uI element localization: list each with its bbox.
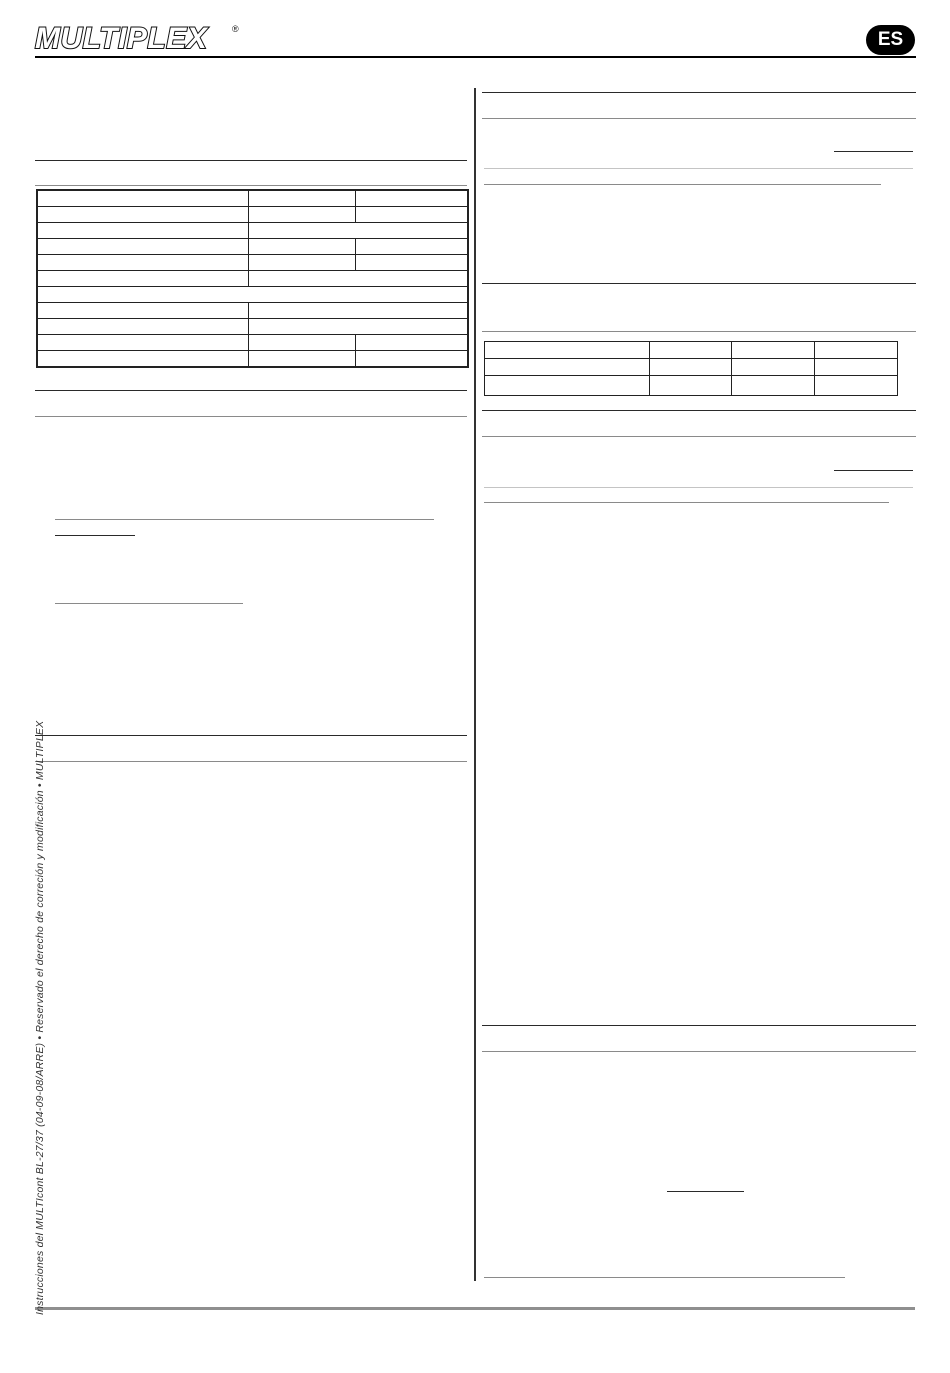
side-footer-note: Instrucciones del MULTIcont BL-27/37 (04-09-08/ARRE) • Reservado el derecho de correción y modificación • MULTIPLEX (34, 720, 46, 1315)
table-row (37, 223, 468, 239)
column-divider (474, 88, 476, 1281)
table-row (37, 319, 468, 335)
table-row (37, 287, 468, 303)
table-row (485, 342, 898, 359)
section-rule (482, 331, 916, 332)
section-rule (482, 118, 916, 119)
registered-mark: ® (232, 24, 239, 34)
specifications-table (36, 189, 469, 368)
underline-link (484, 487, 913, 488)
table-row (37, 207, 468, 223)
table-row (37, 351, 468, 368)
multiplex-logo (35, 24, 230, 54)
underline-link (484, 168, 913, 169)
section-rule (482, 283, 916, 284)
table-row (37, 271, 468, 287)
table-row (485, 376, 898, 396)
underline-link (834, 470, 913, 471)
table-row (485, 359, 898, 376)
section-rule (482, 436, 916, 437)
underline-link (55, 603, 243, 604)
section-rule (35, 390, 467, 391)
header-rule (35, 56, 916, 58)
underline-link (484, 502, 889, 503)
table-row (37, 239, 468, 255)
section-rule (35, 185, 467, 186)
section-rule (482, 410, 916, 411)
section-rule (35, 761, 467, 762)
section-rule (482, 1025, 916, 1026)
table-row (37, 335, 468, 351)
table-row (37, 190, 468, 207)
table-row (37, 255, 468, 271)
section-rule (482, 1051, 916, 1052)
underline-link (55, 535, 135, 536)
underline-link (667, 1191, 744, 1192)
footer-rule (35, 1307, 915, 1310)
underline-link (484, 184, 881, 185)
settings-table (484, 341, 898, 396)
underline-link (834, 151, 913, 152)
underline-link (484, 1277, 845, 1278)
section-rule (482, 92, 916, 93)
brand-wordmark: MULTIPLEX (35, 22, 208, 55)
section-rule (35, 416, 467, 417)
language-badge: ES (866, 25, 915, 55)
section-rule (35, 735, 467, 736)
section-rule (35, 160, 467, 161)
table-row (37, 303, 468, 319)
underline-link (55, 519, 434, 520)
